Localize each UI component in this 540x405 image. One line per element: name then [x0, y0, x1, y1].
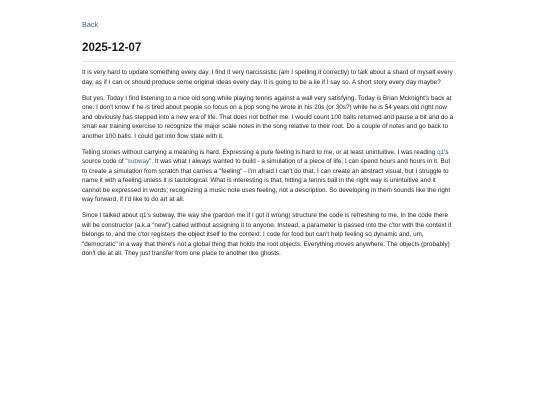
paragraph-2: But yes. Today I find listening to a nice old song while playing tennis against a wall very satisfying. Today is Brian Mcknight's back at one. I don't know if he is tired about people so focus on a pop song he wrote in his 20s (or 30s?) while he is 54 years old right now and obviously has stepped into a new era of life. That does not bother me. I would count 100 balls returned and pause a bit and do a small ear training exercise to recognize the major scale notes in the song relative to their root. Do a couple of notes and go back to another 100 balls. I could get into flow state with it. — [82, 94, 454, 140]
paragraph-3 — [82, 148, 456, 205]
paragraph-3-text-middle: 's source code of " — [82, 148, 449, 165]
paragraph-3-text-end: ". It was what I always wanted to build - a simulation of a piece of life. I can spend hours and hours in it. But to create a simulation from scratch that carries a "feeling" - I'm afraid I can't do that. I can create an abstract visual, but I struggle to name it with a feeling unless it is tautological. What is interesting is that, hitting a tennis ball in the right way is unintuitive and it cannot be expressed in words; recognizing a music note uses feeling, not a description. So developing in them sounds like the right way forward, if I'd like to do art at all. — [82, 158, 451, 203]
paragraph-1: It is very hard to update something every day. I find it very narcissistic (am I spelling it correctly) to talk about a shard of myself every day, as if I can or should produce some original ideas every day. It is going to be a lie if I say so. A short story every day maybe? — [82, 69, 453, 86]
paragraph-4: Since I talked about q1's subway, the way she (pardon me if I got it wrong) structure the code is refreshing to me. In the code there will be constructor (a.k.a "new") called without assigning it to anyone. Instead, a parameter is passed into the c'tor with the context it belongs to, and the c'tor registers the object itself to the context. I code for food but can't help feeling so dynamic and, um, "democratic" in a way that there's not a global thing that holds the root objects. Everything moves anywhere. The objects (probably) don't die at all. They just transfer from one place to another like ghosts. — [82, 212, 452, 257]
subway-link[interactable]: subway — [127, 158, 150, 165]
paragraph-3-text-start: Telling stories without carrying a meaning is hard. Expressing a pure feeling is hard to me, or at least unintuitive. I was reading — [82, 148, 438, 156]
post-body — [82, 68, 456, 259]
back-link[interactable]: Back — [82, 20, 99, 29]
title-divider — [82, 61, 456, 62]
post-container — [82, 14, 456, 265]
post-title: 2025-12-07 — [82, 41, 142, 54]
q1-link[interactable]: q1 — [437, 148, 445, 156]
